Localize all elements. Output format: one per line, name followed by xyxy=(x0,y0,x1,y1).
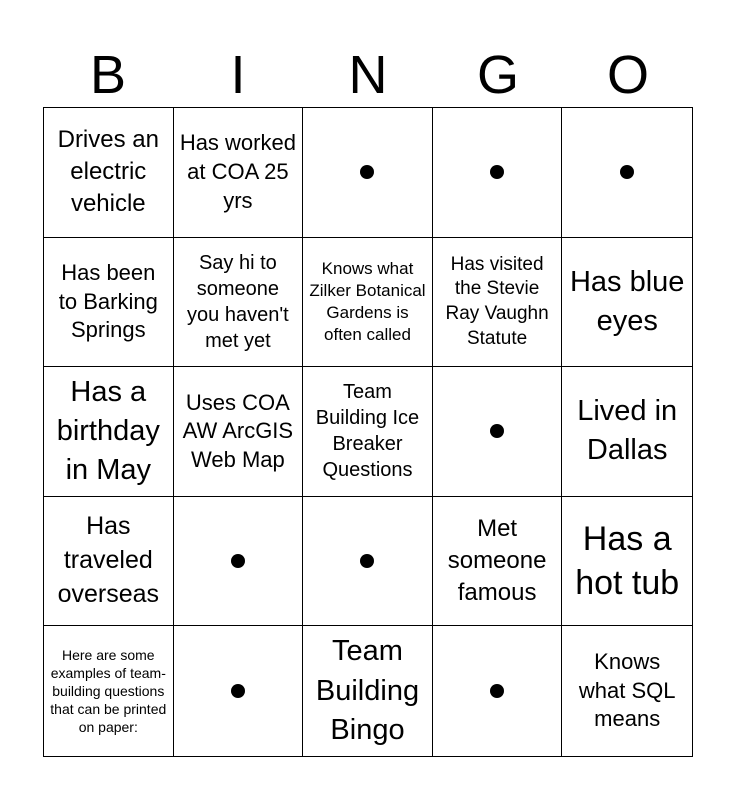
bingo-cell[interactable] xyxy=(174,238,304,368)
header-letter-b: B xyxy=(89,45,127,105)
bingo-header xyxy=(43,42,693,108)
dot-icon xyxy=(490,424,504,438)
bingo-board xyxy=(43,107,693,757)
bingo-cell[interactable] xyxy=(303,367,433,497)
header-letter-n: N xyxy=(348,45,388,105)
bingo-cell[interactable] xyxy=(174,626,304,756)
bingo-cell[interactable] xyxy=(303,108,433,238)
bingo-cell-text: Say hi to someone you haven't met yet xyxy=(187,251,289,352)
bingo-cell-text: Uses COA AW ArcGIS Web Map xyxy=(182,389,294,472)
bingo-cell[interactable] xyxy=(433,238,563,368)
bingo-cell-text: Drives an electric vehicle xyxy=(57,125,159,218)
dot-icon xyxy=(490,684,504,698)
dot-icon xyxy=(231,554,245,568)
dot-icon xyxy=(490,165,504,179)
bingo-cell[interactable] xyxy=(303,238,433,368)
header-letter-o: O xyxy=(606,45,649,105)
bingo-cell-text: Has traveled overseas xyxy=(57,512,160,608)
dot-icon xyxy=(360,165,374,179)
bingo-cell[interactable] xyxy=(562,626,692,756)
bingo-cell-text: Here are some examples of team-building questions that can be printed on paper: xyxy=(50,646,167,736)
bingo-cell[interactable] xyxy=(44,367,174,497)
bingo-cell[interactable] xyxy=(44,497,174,627)
bingo-cell[interactable] xyxy=(433,626,563,756)
bingo-cell-text: Lived in Dallas xyxy=(577,395,678,467)
bingo-cell-text: Has been to Barking Springs xyxy=(58,260,158,343)
bingo-cell-text: Has a birthday in May xyxy=(56,375,160,487)
header-letter-g: G xyxy=(476,45,519,105)
bingo-cell[interactable] xyxy=(562,497,692,627)
bingo-cell[interactable] xyxy=(44,238,174,368)
header-letter-i: I xyxy=(230,45,246,105)
bingo-cell-text: Has worked at COA 25 yrs xyxy=(179,130,296,213)
bingo-cell-text: Met someone famous xyxy=(447,514,547,607)
bingo-cell[interactable] xyxy=(303,626,433,756)
bingo-cell[interactable] xyxy=(433,367,563,497)
bingo-cell[interactable] xyxy=(433,497,563,627)
bingo-cell-text: Team Building Ice Breaker Questions xyxy=(315,381,420,482)
bingo-cell-text: Knows what SQL means xyxy=(578,649,676,732)
dot-icon xyxy=(620,165,634,179)
bingo-cell-text: Has a hot tub xyxy=(575,519,680,603)
bingo-cell-text: Has visited the Stevie Ray Vaughn Statute xyxy=(445,253,549,349)
dot-icon xyxy=(231,684,245,698)
bingo-cell-text: Knows what Zilker Botanical Gardens is often called xyxy=(309,258,426,344)
bingo-cell[interactable] xyxy=(44,108,174,238)
bingo-cell[interactable] xyxy=(174,367,304,497)
bingo-cell[interactable] xyxy=(44,626,174,756)
dot-icon xyxy=(360,554,374,568)
bingo-cell[interactable] xyxy=(174,108,304,238)
bingo-cell[interactable] xyxy=(433,108,563,238)
bingo-cell-text: Has blue eyes xyxy=(569,265,685,337)
bingo-cell[interactable] xyxy=(174,497,304,627)
bingo-cell[interactable] xyxy=(562,108,692,238)
bingo-cell-text: Team Building Bingo xyxy=(315,635,420,746)
bingo-cell[interactable] xyxy=(562,238,692,368)
bingo-cell[interactable] xyxy=(303,497,433,627)
bingo-cell[interactable] xyxy=(562,367,692,497)
